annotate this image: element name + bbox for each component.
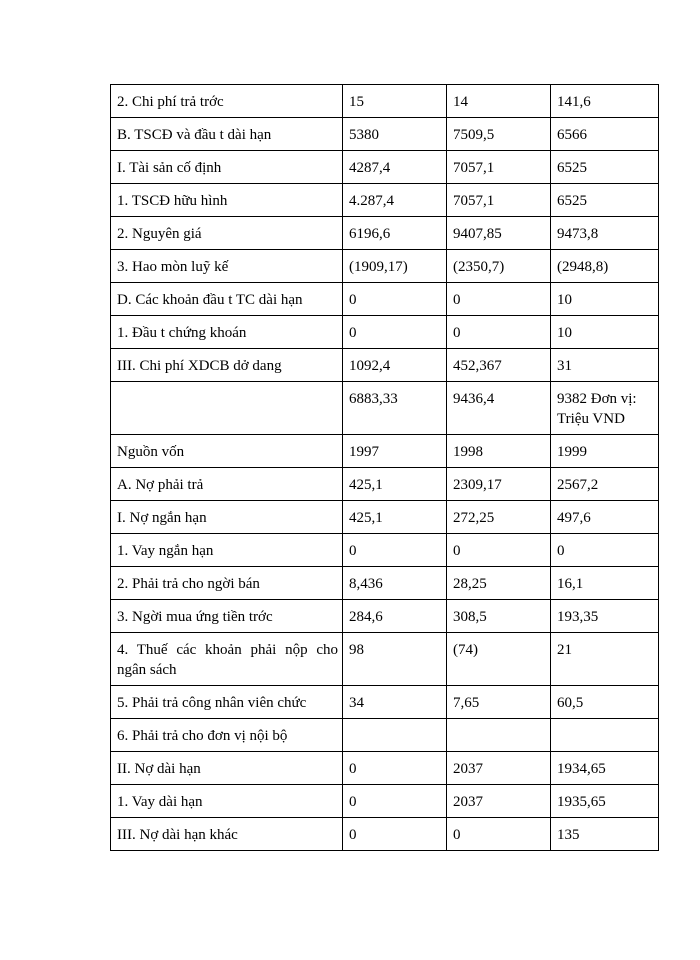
- value-cell-1999: 9473,8: [551, 217, 659, 250]
- value-cell-1998: 7509,5: [447, 118, 551, 151]
- year-header-1999: 1999: [551, 435, 659, 468]
- value-cell-1997: 34: [343, 686, 447, 719]
- value-cell-1997: 0: [343, 316, 447, 349]
- value-cell-1998: 0: [447, 283, 551, 316]
- row-label-cell: B. TSCĐ và đầu t dài hạn: [111, 118, 343, 151]
- table-row: [111, 818, 659, 851]
- table-row: [111, 686, 659, 719]
- row-label-cell: D. Các khoản đầu t TC dài hạn: [111, 283, 343, 316]
- row-label-cell: 5. Phải trả công nhân viên chức: [111, 686, 343, 719]
- value-cell-1998: 0: [447, 534, 551, 567]
- value-cell-1997: 8,436: [343, 567, 447, 600]
- value-cell-1999: 6525: [551, 184, 659, 217]
- row-label-cell: 1. Vay dài hạn: [111, 785, 343, 818]
- table-row: [111, 85, 659, 118]
- value-cell-1997: 0: [343, 534, 447, 567]
- value-cell-1998: 2037: [447, 752, 551, 785]
- value-cell-1999: 9382 Đơn vị: Triệu VND: [551, 382, 659, 435]
- table-row: [111, 151, 659, 184]
- row-label-cell: 2. Phải trả cho ngời bán: [111, 567, 343, 600]
- financial-table-body: [111, 85, 659, 851]
- value-cell-1997: 4287,4: [343, 151, 447, 184]
- table-row: [111, 250, 659, 283]
- value-cell-1998: [447, 719, 551, 752]
- row-label-cell: III. Nợ dài hạn khác: [111, 818, 343, 851]
- value-cell-1997: 0: [343, 283, 447, 316]
- value-cell-1998: 9407,85: [447, 217, 551, 250]
- value-cell-1998: (74): [447, 633, 551, 686]
- row-label-cell: 6. Phải trả cho đơn vị nội bộ: [111, 719, 343, 752]
- value-cell-1998: 272,25: [447, 501, 551, 534]
- value-cell-1999: 10: [551, 316, 659, 349]
- value-cell-1997: 0: [343, 818, 447, 851]
- value-cell-1997: (1909,17): [343, 250, 447, 283]
- value-cell-1998: 2037: [447, 785, 551, 818]
- table-row: [111, 600, 659, 633]
- table-row: [111, 501, 659, 534]
- row-label-cell: 2. Chi phí trả trớc: [111, 85, 343, 118]
- year-header-1998: 1998: [447, 435, 551, 468]
- row-label-cell: 1. TSCĐ hữu hình: [111, 184, 343, 217]
- value-cell-1999: [551, 719, 659, 752]
- table-row: [111, 468, 659, 501]
- value-cell-1999: 497,6: [551, 501, 659, 534]
- row-label-cell: 2. Nguyên giá: [111, 217, 343, 250]
- value-cell-1997: 0: [343, 752, 447, 785]
- value-cell-1998: (2350,7): [447, 250, 551, 283]
- value-cell-1999: 135: [551, 818, 659, 851]
- row-label-cell: [111, 382, 343, 435]
- value-cell-1999: 60,5: [551, 686, 659, 719]
- value-cell-1999: 2567,2: [551, 468, 659, 501]
- row-label-cell: 3. Ngời mua ứng tiền trớc: [111, 600, 343, 633]
- table-row: [111, 633, 659, 686]
- table-row: [111, 118, 659, 151]
- table-row: [111, 184, 659, 217]
- value-cell-1997: 15: [343, 85, 447, 118]
- value-cell-1999: (2948,8): [551, 250, 659, 283]
- value-cell-1998: 9436,4: [447, 382, 551, 435]
- year-header-1997: 1997: [343, 435, 447, 468]
- row-label-cell: I. Tài sản cố định: [111, 151, 343, 184]
- totals-row: [111, 382, 659, 435]
- value-cell-1998: 2309,17: [447, 468, 551, 501]
- table-row: [111, 217, 659, 250]
- value-cell-1999: 193,35: [551, 600, 659, 633]
- value-cell-1999: 31: [551, 349, 659, 382]
- row-label-cell: A. Nợ phải trả: [111, 468, 343, 501]
- value-cell-1998: 14: [447, 85, 551, 118]
- value-cell-1997: 4.287,4: [343, 184, 447, 217]
- value-cell-1998: 452,367: [447, 349, 551, 382]
- value-cell-1997: [343, 719, 447, 752]
- value-cell-1997: 284,6: [343, 600, 447, 633]
- value-cell-1998: 7,65: [447, 686, 551, 719]
- value-cell-1997: 98: [343, 633, 447, 686]
- row-label-cell: 1. Đầu t chứng khoán: [111, 316, 343, 349]
- value-cell-1999: 10: [551, 283, 659, 316]
- row-label-cell: 3. Hao mòn luỹ kế: [111, 250, 343, 283]
- value-cell-1998: 7057,1: [447, 184, 551, 217]
- value-cell-1999: 1935,65: [551, 785, 659, 818]
- row-label-cell: III. Chi phí XDCB dở dang: [111, 349, 343, 382]
- table-row: [111, 534, 659, 567]
- value-cell-1997: 425,1: [343, 501, 447, 534]
- header-row: [111, 435, 659, 468]
- row-label-cell: 1. Vay ngắn hạn: [111, 534, 343, 567]
- value-cell-1999: 16,1: [551, 567, 659, 600]
- value-cell-1999: 6566: [551, 118, 659, 151]
- value-cell-1999: 141,6: [551, 85, 659, 118]
- table-row: [111, 752, 659, 785]
- value-cell-1997: 6196,6: [343, 217, 447, 250]
- value-cell-1998: 28,25: [447, 567, 551, 600]
- value-cell-1999: 1934,65: [551, 752, 659, 785]
- value-cell-1997: 425,1: [343, 468, 447, 501]
- table-row: [111, 567, 659, 600]
- value-cell-1998: 0: [447, 818, 551, 851]
- value-cell-1998: 308,5: [447, 600, 551, 633]
- value-cell-1998: 0: [447, 316, 551, 349]
- table-row: [111, 316, 659, 349]
- value-cell-1997: 0: [343, 785, 447, 818]
- financial-table: [110, 84, 659, 851]
- table-row: [111, 719, 659, 752]
- row-label-cell: Nguồn vốn: [111, 435, 343, 468]
- value-cell-1997: 6883,33: [343, 382, 447, 435]
- table-row: [111, 283, 659, 316]
- value-cell-1997: 5380: [343, 118, 447, 151]
- table-row: [111, 785, 659, 818]
- value-cell-1999: 6525: [551, 151, 659, 184]
- row-label-cell: 4. Thuế các khoản phải nộp cho ngân sách: [111, 633, 343, 686]
- value-cell-1998: 7057,1: [447, 151, 551, 184]
- value-cell-1997: 1092,4: [343, 349, 447, 382]
- value-cell-1999: 21: [551, 633, 659, 686]
- row-label-cell: I. Nợ ngắn hạn: [111, 501, 343, 534]
- table-row: [111, 349, 659, 382]
- row-label-cell: II. Nợ dài hạn: [111, 752, 343, 785]
- value-cell-1999: 0: [551, 534, 659, 567]
